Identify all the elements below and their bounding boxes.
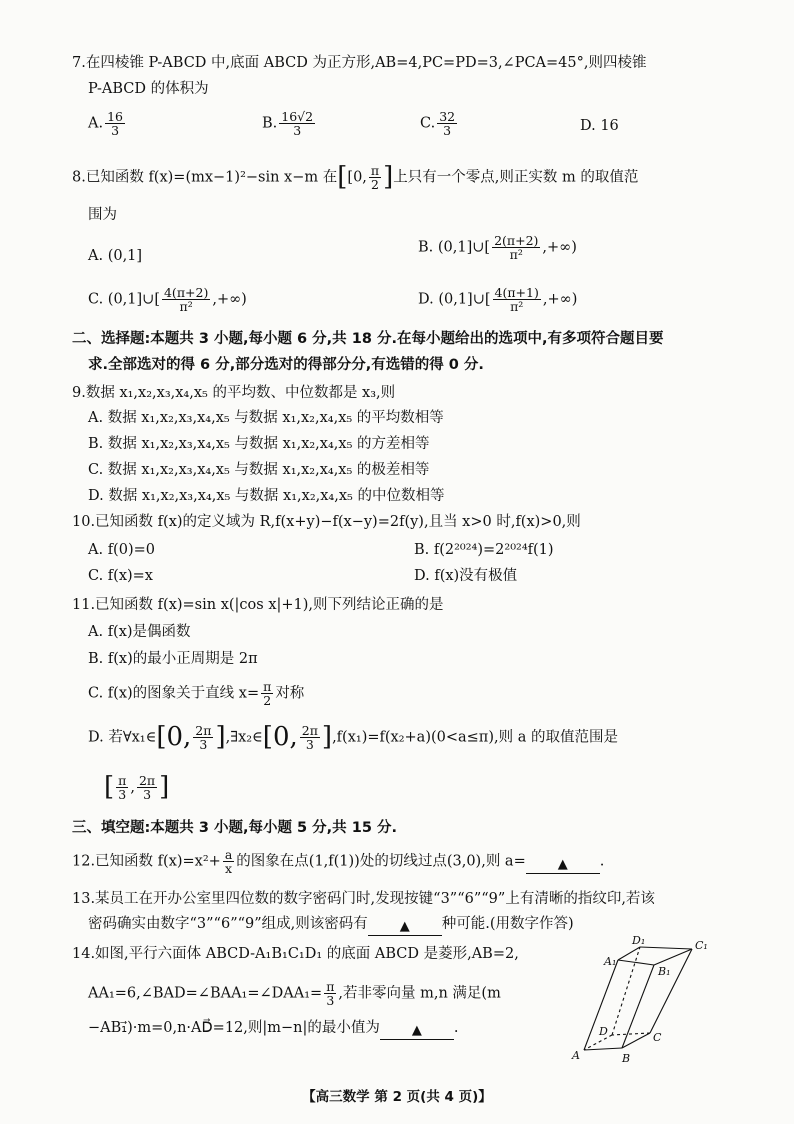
q7-option-b: B. $\frac{16√2}{3}$: [262, 109, 314, 139]
q7-option-d: D. 16: [580, 118, 619, 134]
q13-stem-line1: 13.某员工在开办公室里四位数的数字密码门时,发现按键“3”“6”“9”上有清晰的指纹印,若该: [72, 891, 655, 907]
q10-stem: 10.已知函数 f(x)的定义域为 R,f(x+y)−f(x−y)=2f(y),且当 x>0 时,f(x)>0,则: [72, 514, 581, 530]
section2-heading-line1: 二、选择题:本题共 3 小题,每小题 6 分,共 18 分.在每小题给出的选项中,有多项符合题目要: [72, 331, 664, 347]
q9-option-b: B. 数据 x₁,x₂,x₃,x₄,x₅ 与数据 x₁,x₂,x₄,x₅ 的方差相等: [88, 436, 430, 452]
label-c: C: [653, 1031, 662, 1044]
edge-cd: [612, 1033, 650, 1035]
q8-stem-line2: 围为: [88, 207, 117, 223]
q9-stem: 9.数据 x₁,x₂,x₃,x₄,x₅ 的平均数、中位数都是 x₃,则: [72, 385, 396, 401]
q7-option-a: A. $\frac{16}{3}$: [88, 109, 123, 139]
q13-stem-line2: 密码确实由数字“3”“6”“9”组成,则该密码有 ▲ 种可能.(用数字作答): [88, 916, 574, 934]
q12-stem: 12.已知函数 f(x)=x²+ $\frac{a}{x}$ 的图象在点(1,f(1))处的切线过点(3,0),则 a= ▲ .: [72, 847, 605, 877]
label-a1: A₁: [604, 955, 617, 968]
q10-option-d: D. f(x)没有极值: [414, 568, 518, 584]
q7-option-c: C. $\frac{32}{3}$: [420, 109, 456, 139]
q11-option-d: D. 若∀x₁∈[0, $\frac{2\pi}{3}$ ],∃x₂∈[0, $\frac{2\pi}{3}$ ],f(x₁)=f(x₂+a)(0<a≤π),则 a 的取值范围是: [88, 722, 618, 753]
q8-option-b: B. (0,1]∪[ $\frac{2(\pi+2)}{\text{π²}}$ ,+∞): [418, 233, 577, 263]
section3-heading: 三、填空题:本题共 3 小题,每小题 5 分,共 15 分.: [72, 820, 397, 836]
edge-bc: [622, 1033, 650, 1048]
label-c1: C₁: [695, 939, 708, 952]
edge-c1d1: [640, 947, 692, 949]
q9-option-d: D. 数据 x₁,x₂,x₃,x₄,x₅ 与数据 x₁,x₂,x₄,x₅ 的中位数相等: [88, 488, 445, 504]
q11-option-a: A. f(x)是偶函数: [88, 624, 191, 640]
q7-stem-line2: P-ABCD 的体积为: [88, 81, 209, 97]
q11-option-d-answer-range: [ $\frac{\pi}{3}$ , $\frac{2\pi}{3}$ ]: [104, 772, 170, 803]
label-d: D: [599, 1025, 608, 1038]
label-b1: B₁: [658, 965, 671, 978]
label-b: B: [622, 1052, 631, 1065]
q14-answer-blank[interactable]: ▲: [380, 1022, 454, 1040]
page-footer: 【高三数学 第 2 页(共 4 页)】: [302, 1089, 492, 1105]
q8-option-c: C. (0,1]∪[ $\frac{4(\pi+2)}{\text{π²}}$ ,+∞): [88, 285, 247, 315]
parallelepiped-figure: [568, 935, 718, 1065]
q13-answer-blank[interactable]: ▲: [368, 918, 442, 936]
q10-option-a: A. f(0)=0: [88, 542, 155, 558]
label-a: A: [572, 1049, 580, 1062]
edge-b1c1: [654, 949, 692, 965]
edge-cc1: [650, 949, 692, 1033]
q14-stem-line3: −AB₁⃗)·m=0,n·AD⃗=12,则|m−n|的最小值为 ▲ .: [88, 1020, 459, 1038]
q11-option-b: B. f(x)的最小正周期是 2π: [88, 651, 258, 667]
q8-option-a: A. (0,1]: [88, 248, 143, 264]
q11-stem: 11.已知函数 f(x)=sin x(|cos x|+1),则下列结论正确的是: [72, 597, 444, 613]
q9-option-a: A. 数据 x₁,x₂,x₃,x₄,x₅ 与数据 x₁,x₂,x₄,x₅ 的平均数相等: [88, 410, 444, 426]
edge-ab: [584, 1048, 622, 1050]
edge-bb1: [622, 965, 654, 1048]
label-d1: D₁: [632, 935, 646, 947]
q12-answer-blank[interactable]: ▲: [526, 856, 600, 874]
q9-option-c: C. 数据 x₁,x₂,x₃,x₄,x₅ 与数据 x₁,x₂,x₄,x₅ 的极差相等: [88, 462, 430, 478]
section2-heading-line2: 求.全部选对的得 6 分,部分选对的得部分分,有选错的得 0 分.: [88, 357, 484, 373]
q14-stem-line1: 14.如图,平行六面体 ABCD-A₁B₁C₁D₁ 的底面 ABCD 是菱形,AB=2,: [72, 946, 519, 962]
q7-stem-line1: 7.在四棱锥 P-ABCD 中,底面 ABCD 为正方形,AB=4,PC=PD=3,∠PCA=45°,则四棱锥: [72, 55, 647, 71]
q10-option-c: C. f(x)=x: [88, 568, 153, 584]
q11-option-c: C. f(x)的图象关于直线 x= $\frac{\pi}{2}$ 对称: [88, 679, 305, 709]
q10-option-b: B. f(2²⁰²⁴)=2²⁰²⁴f(1): [414, 542, 554, 558]
q8-option-d: D. (0,1]∪[ $\frac{4(\pi+1)}{\text{π²}}$ ,+∞): [418, 285, 578, 315]
q14-stem-line2: AA₁=6,∠BAD=∠BAA₁=∠DAA₁= $\frac{\pi}{3}$ ,若非零向量 m,n 满足(m: [88, 979, 501, 1009]
q8-stem-line1: 8.已知函数 f(x)=(mx−1)²−sin x−m 在[[0, $\frac{\pi}{2}$ ]上只有一个零点,则正实数 m 的取值范: [72, 162, 639, 193]
